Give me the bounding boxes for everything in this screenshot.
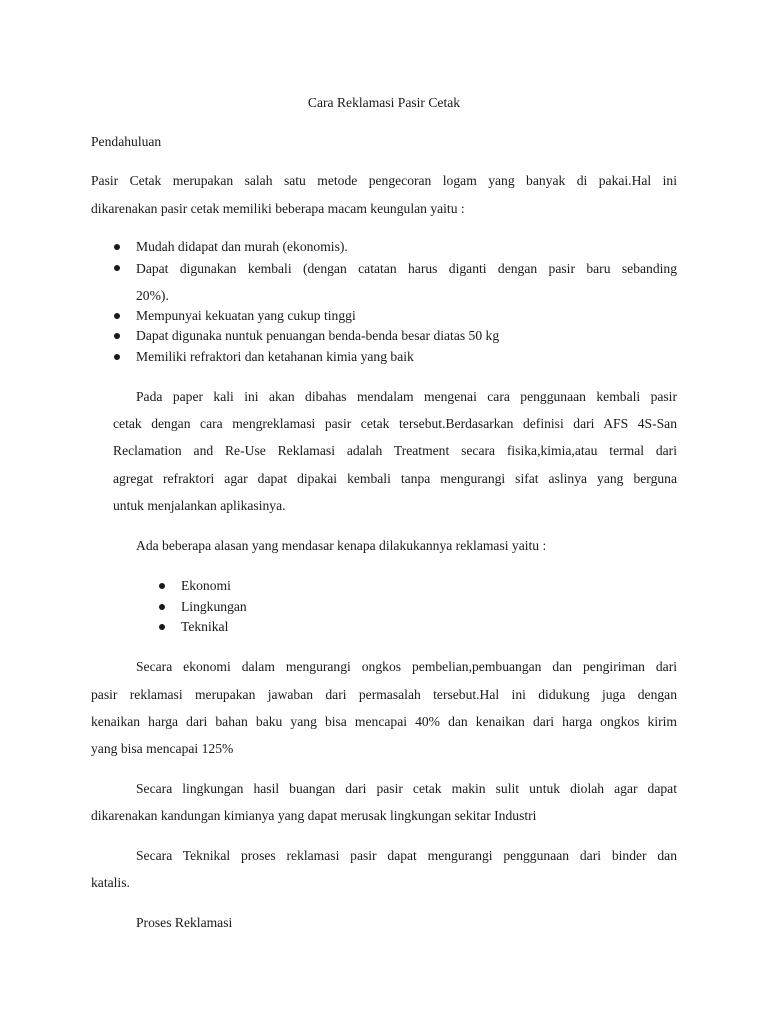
bullet-icon [159,583,165,589]
paper-paragraph-line-1: Pada paper kali ini akan dibahas mendalam mengenai cara penggunaan kembali pasir [136,389,677,404]
economic-paragraph-line-2: pasir reklamasi merupakan jawaban dari permasalah tersebut.Hal ini didukung juga dengan [91,687,677,702]
list-item: Dapat digunakan kembali (dengan catatan harus diganti dengan pasir baru sebanding [136,261,677,276]
section-heading-pendahuluan: Pendahuluan [91,134,162,149]
economic-paragraph-line-1: Secara ekonomi dalam mengurangi ongkos pembelian,pembuangan dan pengiriman dari [136,659,677,674]
bullet-icon [114,354,120,360]
economic-paragraph-line-4: yang bisa mencapai 125% [91,741,234,756]
list-item: Lingkungan [181,599,247,614]
bullet-icon [114,244,120,250]
document-title: Cara Reklamasi Pasir Cetak [307,95,461,110]
list-item-continuation: 20%). [136,288,169,303]
reasons-intro: Ada beberapa alasan yang mendasar kenapa dilakukannya reklamasi yaitu : [136,538,547,553]
paper-paragraph-line-4: agregat refraktori agar dapat dipakai kembali tanpa mengurangi sifat aslinya yang berguna [113,471,677,486]
bullet-icon [159,604,165,610]
environment-paragraph-line-1: Secara lingkungan hasil buangan dari pasir cetak makin sulit untuk diolah agar dapat [136,781,677,796]
paper-paragraph-line-3: Reclamation and Re-Use Reklamasi adalah Treatment secara fisika,kimia,atau termal dari [113,443,677,458]
technical-paragraph-line-2: katalis. [91,875,130,890]
intro-paragraph-line-2: dikarenakan pasir cetak memiliki beberapa macam keungulan yaitu : [91,201,465,216]
list-item: Memiliki refraktori dan ketahanan kimia yang baik [136,349,414,364]
paper-paragraph-line-5: untuk menjalankan aplikasinya. [113,498,286,513]
list-item: Mudah didapat dan murah (ekonomis). [136,239,348,254]
environment-paragraph-line-2: dikarenakan kandungan kimianya yang dapat merusak lingkungan sekitar Industri [91,808,537,823]
bullet-icon [159,624,165,630]
list-item: Mempunyai kekuatan yang cukup tinggi [136,308,356,323]
list-item: Dapat digunaka nuntuk penuangan benda-benda besar diatas 50 kg [136,328,500,343]
technical-paragraph-line-1: Secara Teknikal proses reklamasi pasir dapat mengurangi penggunaan dari binder dan [136,848,677,863]
bullet-icon [114,265,120,271]
list-item: Teknikal [181,619,229,634]
list-item: Ekonomi [181,578,231,593]
section-heading-proses-reklamasi: Proses Reklamasi [136,915,233,930]
economic-paragraph-line-3: kenaikan harga dari bahan baku yang bisa mencapai 40% dan kenaikan dari harga ongkos kirim [91,714,677,729]
paper-paragraph-line-2: cetak dengan cara mengreklamasi pasir cetak tersebut.Berdasarkan definisi dari AFS 4S-San [113,416,677,431]
intro-paragraph-line-1: Pasir Cetak merupakan salah satu metode pengecoran logam yang banyak di pakai.Hal ini [91,173,677,188]
bullet-icon [114,333,120,339]
bullet-icon [114,313,120,319]
